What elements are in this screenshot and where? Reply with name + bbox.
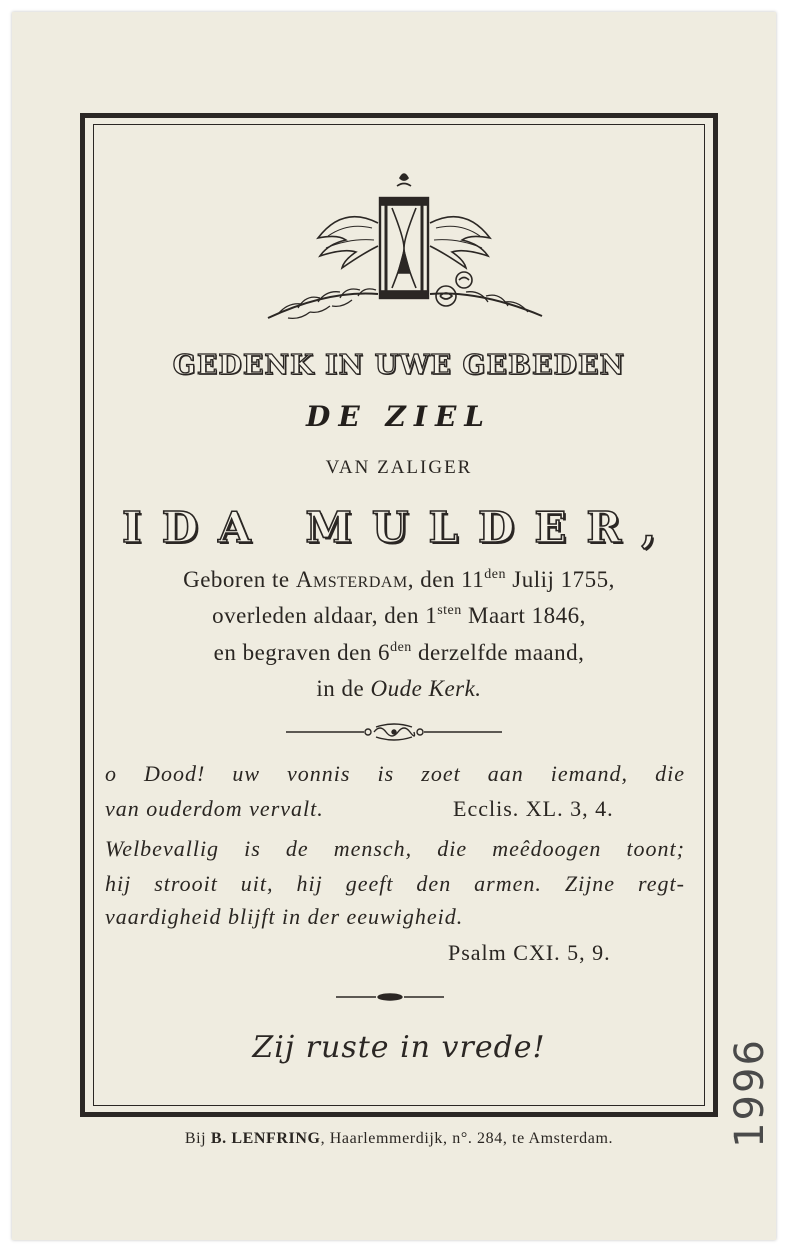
closing-blessing: Zij ruste in vrede! — [252, 1030, 546, 1065]
small-ornament-divider — [336, 990, 444, 1004]
church-line: in de Oude Kerk. — [316, 676, 482, 701]
printer-imprint: Bij B. LENFRING, Haarlemmerdijk, n°. 284, te Amsterdam. — [184, 1130, 614, 1147]
quote2-line3: vaardigheid blijft in der eeuwigheid. — [105, 904, 464, 929]
birth-line: Geboren te Amsterdam, den $11^{den}$ Julij 1755, — [183, 567, 615, 592]
death-line: overleden aldaar, den $1^{sten}$ Maart 1846, — [212, 603, 586, 628]
quote2-reference: Psalm CXI. 5, 9. — [448, 940, 611, 965]
deceased-name: IDA MULDER, — [122, 503, 676, 552]
quote1-line2: van ouderdom vervalt. — [105, 796, 324, 821]
quote2-line2: hij strooit uit, hij geeft den armen. Zijne regt- — [105, 871, 685, 896]
quote1-line1: o Dood! uw vonnis is zoet aan iemand, die — [105, 761, 685, 786]
ornament-divider — [286, 721, 502, 743]
burial-line: en begraven den $6^{den}$ derzelfde maand, — [213, 640, 585, 665]
quote1-reference: Ecclis. XL. 3, 4. — [453, 796, 614, 821]
inventory-number: 1996 — [726, 1038, 773, 1148]
quote2-line1: Welbevallig is de mensch, die meêdoogen toont; — [105, 836, 685, 861]
subheader-text: DE ZIEL — [306, 400, 492, 433]
header-text: GEDENK IN UWE GEBEDEN — [172, 350, 626, 381]
winged-hourglass-emblem — [258, 168, 550, 326]
van-zaliger-text: VAN ZALIGER — [325, 457, 473, 478]
